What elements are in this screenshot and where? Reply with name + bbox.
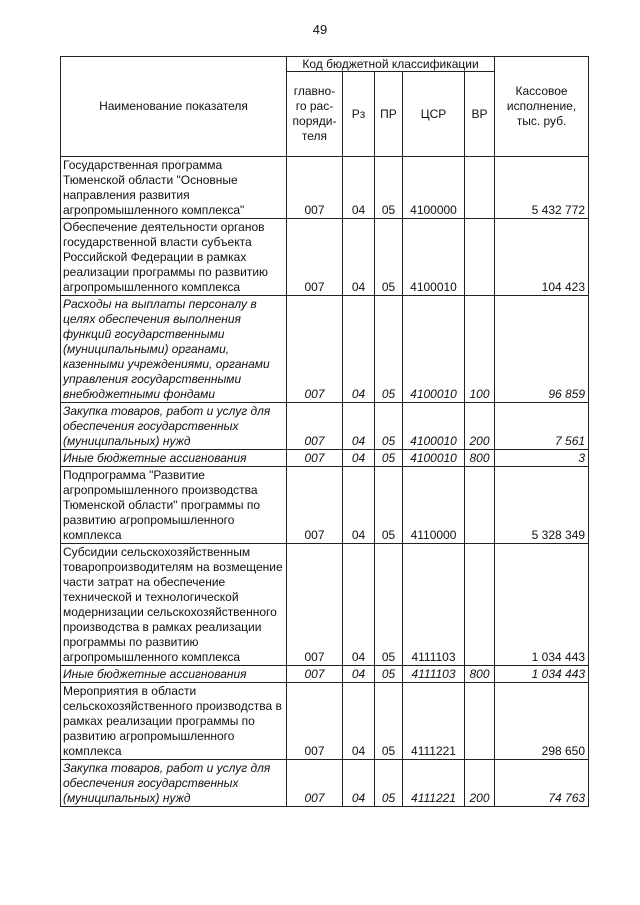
row-target-article-code: 4111221 bbox=[403, 683, 465, 760]
row-amount: 298 650 bbox=[495, 683, 589, 760]
row-subsection-code: 05 bbox=[375, 296, 403, 403]
row-chief-administrator-code: 007 bbox=[287, 403, 343, 450]
row-section-code: 04 bbox=[343, 544, 375, 666]
row-subsection-code: 05 bbox=[375, 450, 403, 467]
row-target-article-code: 4100010 bbox=[403, 403, 465, 450]
row-name: Мероприятия в области сельскохозяйственного производства в рамках реализации программы по развитию агропромышленного комплекса bbox=[61, 683, 287, 760]
row-chief-administrator-code: 007 bbox=[287, 219, 343, 296]
row-chief-administrator-code: 007 bbox=[287, 666, 343, 683]
row-expense-type-code bbox=[465, 467, 495, 544]
row-expense-type-code bbox=[465, 219, 495, 296]
row-expense-type-code: 200 bbox=[465, 760, 495, 807]
row-target-article-code: 4100010 bbox=[403, 450, 465, 467]
row-name: Закупка товаров, работ и услуг для обеспечения государственных (муниципальных) нужд bbox=[61, 403, 287, 450]
row-name: Расходы на выплаты персоналу в целях обеспечения выполнения функций государственными (муниципальными) органами, казенными учреждениями, органами управления государственными внебюджетными фондами bbox=[61, 296, 287, 403]
row-chief-administrator-code: 007 bbox=[287, 544, 343, 666]
row-subsection-code: 05 bbox=[375, 157, 403, 219]
header-budget-classification-code: Код бюджетной классификации bbox=[287, 57, 495, 72]
budget-execution-table bbox=[60, 56, 589, 807]
row-amount: 5 328 349 bbox=[495, 467, 589, 544]
row-section-code: 04 bbox=[343, 157, 375, 219]
row-section-code: 04 bbox=[343, 403, 375, 450]
row-target-article-code: 4111103 bbox=[403, 666, 465, 683]
table-row bbox=[61, 450, 589, 467]
table-row bbox=[61, 403, 589, 450]
row-chief-administrator-code: 007 bbox=[287, 450, 343, 467]
row-target-article-code: 4100000 bbox=[403, 157, 465, 219]
page-number: 49 bbox=[312, 22, 328, 37]
row-expense-type-code bbox=[465, 683, 495, 760]
row-subsection-code: 05 bbox=[375, 403, 403, 450]
row-expense-type-code bbox=[465, 544, 495, 666]
row-subsection-code: 05 bbox=[375, 467, 403, 544]
row-chief-administrator-code: 007 bbox=[287, 467, 343, 544]
row-chief-administrator-code: 007 bbox=[287, 157, 343, 219]
header-chief-administrator: главно-го рас-поряди-теля bbox=[287, 72, 343, 157]
row-target-article-code: 4111221 bbox=[403, 760, 465, 807]
row-target-article-code: 4100010 bbox=[403, 296, 465, 403]
row-expense-type-code: 800 bbox=[465, 450, 495, 467]
table-row bbox=[61, 760, 589, 807]
row-target-article-code: 4110000 bbox=[403, 467, 465, 544]
header-subsection: ПР bbox=[375, 72, 403, 157]
row-amount: 5 432 772 bbox=[495, 157, 589, 219]
table-row bbox=[61, 296, 589, 403]
row-subsection-code: 05 bbox=[375, 666, 403, 683]
row-target-article-code: 4111103 bbox=[403, 544, 465, 666]
row-section-code: 04 bbox=[343, 467, 375, 544]
row-expense-type-code bbox=[465, 157, 495, 219]
row-name: Иные бюджетные ассигнования bbox=[61, 666, 287, 683]
row-amount: 3 bbox=[495, 450, 589, 467]
row-name: Субсидии сельскохозяйственным товаропроизводителям на возмещение части затрат на обеспечение технической и технологической модернизации сельскохозяйственного производства в рамках реализации программы по развитию агропромышленного комплекса bbox=[61, 544, 287, 666]
row-subsection-code: 05 bbox=[375, 219, 403, 296]
table-row bbox=[61, 683, 589, 760]
header-indicator-name: Наименование показателя bbox=[61, 57, 287, 157]
row-name: Государственная программа Тюменской области "Основные направления развития агропромышленного комплекса" bbox=[61, 157, 287, 219]
row-amount: 7 561 bbox=[495, 403, 589, 450]
row-name: Подпрограмма "Развитие агропромышленного производства Тюменской области" программы по развитию агропромышленного комплекса bbox=[61, 467, 287, 544]
row-chief-administrator-code: 007 bbox=[287, 683, 343, 760]
row-amount: 104 423 bbox=[495, 219, 589, 296]
row-section-code: 04 bbox=[343, 219, 375, 296]
row-subsection-code: 05 bbox=[375, 544, 403, 666]
header-target-article: ЦСР bbox=[403, 72, 465, 157]
table-row bbox=[61, 544, 589, 666]
header-cash-execution: Кассовое исполнение, тыс. руб. bbox=[495, 57, 589, 157]
row-name: Иные бюджетные ассигнования bbox=[61, 450, 287, 467]
table-row bbox=[61, 219, 589, 296]
row-chief-administrator-code: 007 bbox=[287, 296, 343, 403]
table-row bbox=[61, 666, 589, 683]
row-section-code: 04 bbox=[343, 296, 375, 403]
row-amount: 1 034 443 bbox=[495, 666, 589, 683]
table-row bbox=[61, 157, 589, 219]
row-amount: 1 034 443 bbox=[495, 544, 589, 666]
row-chief-administrator-code: 007 bbox=[287, 760, 343, 807]
row-expense-type-code: 100 bbox=[465, 296, 495, 403]
row-subsection-code: 05 bbox=[375, 683, 403, 760]
row-section-code: 04 bbox=[343, 760, 375, 807]
row-name: Закупка товаров, работ и услуг для обеспечения государственных (муниципальных) нужд bbox=[61, 760, 287, 807]
header-section: Рз bbox=[343, 72, 375, 157]
row-amount: 96 859 bbox=[495, 296, 589, 403]
header-expense-type: ВР bbox=[465, 72, 495, 157]
row-section-code: 04 bbox=[343, 666, 375, 683]
row-amount: 74 763 bbox=[495, 760, 589, 807]
table-row bbox=[61, 467, 589, 544]
row-section-code: 04 bbox=[343, 683, 375, 760]
row-expense-type-code: 200 bbox=[465, 403, 495, 450]
row-subsection-code: 05 bbox=[375, 760, 403, 807]
row-section-code: 04 bbox=[343, 450, 375, 467]
row-expense-type-code: 800 bbox=[465, 666, 495, 683]
row-target-article-code: 4100010 bbox=[403, 219, 465, 296]
row-name: Обеспечение деятельности органов государственной власти субъекта Российской Федерации в рамках реализации программы по развитию агропромышленного комплекса bbox=[61, 219, 287, 296]
